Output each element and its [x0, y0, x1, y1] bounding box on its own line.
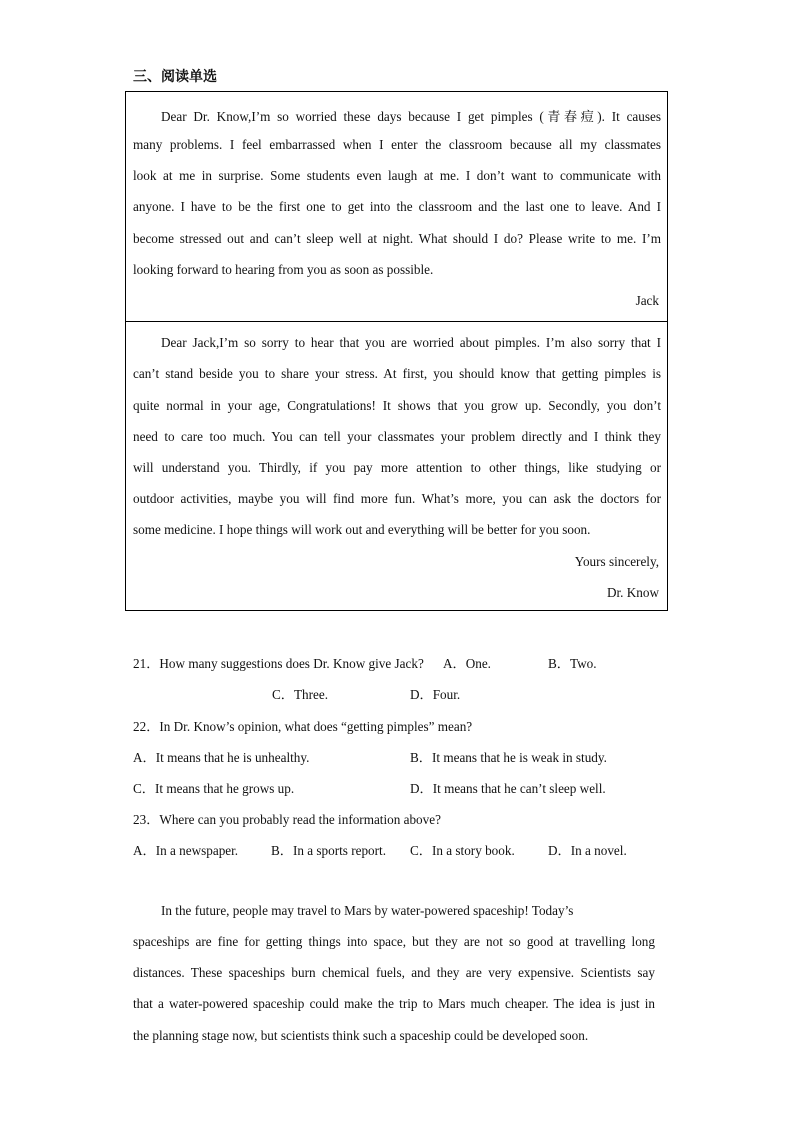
letter-divider — [126, 321, 667, 322]
question-21-option-c: C．Three. — [272, 687, 329, 702]
letter2-line: quite normal in your age, Congratulations! It shows that you grow up. Secondly, you don’t — [133, 398, 661, 413]
passage2-line: spaceships are fine for getting things into space, but they are not so good at travelling long — [133, 934, 655, 949]
section-title: 三、阅读单选 — [133, 69, 217, 85]
question-21-option-d: D．Four. — [410, 687, 461, 702]
question-23-option-a: A．In a newspaper. — [133, 843, 239, 858]
letter1-line: looking forward to hearing from you as soon as possible. — [133, 262, 434, 277]
question-21-stem: 21．How many suggestions does Dr. Know give Jack? — [133, 656, 424, 671]
passage2-line: In the future, people may travel to Mars by water-powered spaceship! Today’s — [161, 903, 574, 918]
letter2-line: Dear Jack,I’m so sorry to hear that you are worried about pimples. I’m also sorry that I — [161, 335, 661, 350]
letter1-line: anyone. I have to be the first one to get into the classroom and the last one to leave. And I — [133, 199, 661, 214]
question-23-option-c: C．In a story book. — [410, 843, 515, 858]
question-22-option-b: B．It means that he is weak in study. — [410, 750, 607, 765]
letter2-line: need to care too much. You can tell your classmates your problem directly and I think they — [133, 429, 661, 444]
question-21-option-b: B．Two. — [548, 656, 597, 671]
letter2-line: will understand you. Thirdly, if you pay more attention to other things, like studying or — [133, 460, 661, 475]
question-23-stem: 23．Where can you probably read the information above? — [133, 812, 441, 827]
letter2-line: outdoor activities, maybe you will find more fun. What’s more, you can ask the doctors for — [133, 491, 661, 506]
letter2-signature: Dr. Know — [606, 585, 659, 600]
letter2-line: some medicine. I hope things will work out and everything will be better for you soon. — [133, 522, 591, 537]
letter1-signature: Jack — [635, 293, 659, 308]
letter1-line: look at me in surprise. Some students even laugh at me. I don’t want to communicate with — [133, 168, 661, 183]
passage2-line: that a water-powered spaceship could make the trip to Mars much cheaper. The idea is just in — [133, 996, 655, 1011]
letter1-line: become stressed out and can’t sleep well at night. What should I do? Please write to me. I’m — [133, 231, 661, 246]
letter-table — [125, 91, 668, 611]
letter2-closing: Yours sincerely, — [574, 554, 659, 569]
question-22-option-c: C．It means that he grows up. — [133, 781, 295, 796]
passage2-line: the planning stage now, but scientists think such a spaceship could be developed soon. — [133, 1028, 589, 1043]
question-22-option-d: D．It means that he can’t sleep well. — [410, 781, 606, 796]
passage2-line: distances. These spaceships burn chemical fuels, and they are very expensive. Scientists say — [133, 965, 655, 980]
letter2-line: can’t stand beside you to share your stress. At first, you should know that getting pimples is — [133, 366, 661, 381]
question-21-option-a: A．One. — [443, 656, 491, 671]
letter1-line: many problems. I feel embarrassed when I enter the classroom because all my classmates — [133, 137, 661, 152]
question-23-option-d: D．In a novel. — [548, 843, 627, 858]
question-22-option-a: A．It means that he is unhealthy. — [133, 750, 310, 765]
question-23-option-b: B．In a sports report. — [271, 843, 387, 858]
letter1-line: Dear Dr. Know,I’m so worried these days because I get pimples (青春痘). It causes — [161, 109, 661, 124]
question-22-stem: 22．In Dr. Know’s opinion, what does “getting pimples” mean? — [133, 719, 473, 734]
